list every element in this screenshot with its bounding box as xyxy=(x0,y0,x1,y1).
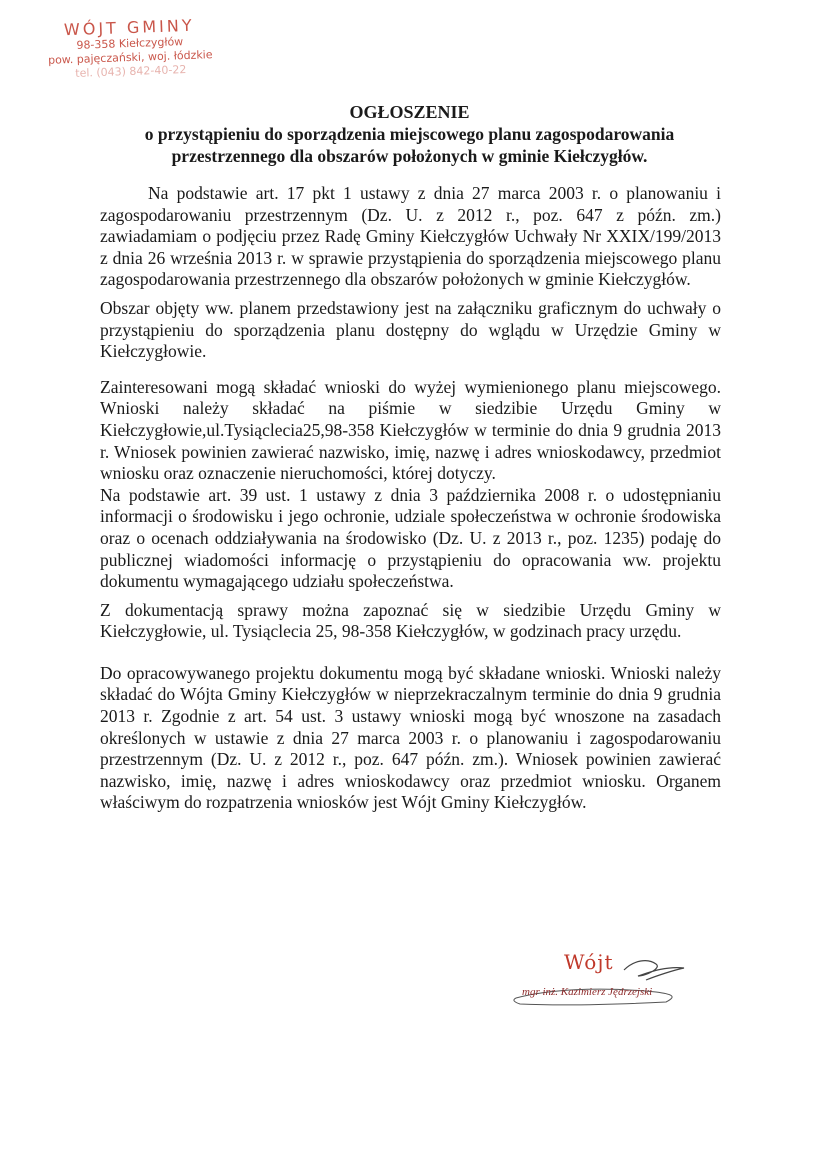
document-subtitle-line-1: o przystąpieniu do sporządzenia miejscowego planu zagospodarowania xyxy=(144,124,675,144)
paragraph-documentation: Z dokumentacją sprawy można zapoznać się w siedzibie Urzędu Gminy w Kiełczygłowie, ul. Tysiąclecia 25, 98-358 Kiełczygłów, w godzinach pracy urzędu. xyxy=(100,599,721,642)
paragraph-submission-rules: Do opracowywanego projektu dokumentu mogą być składane wnioski. Wnioski należy składać do Wójta Gminy Kiełczygłów w nieprzekraczalnym terminie do dnia 9 grudnia 2013 r. Zgodnie z art. 54 ust. 3 ustawy wnioski mogą być wnoszone na zasadach określonych w ustawie z dnia 27 marca 2003 r. o planowaniu i zagospodarowaniu przestrzennym (Dz. U. z 2012 r., poz. 647 późn. zm.). Wniosek powinien zawierać nazwisko, imię, nazwę i adres wnioskodawcy oraz przedmiot wniosku. Organem właściwym do rozpatrzenia wniosków jest Wójt Gminy Kiełczygłów. xyxy=(100,662,721,813)
document-subtitle-line-2: przestrzennego dla obszarów położonych w gminie Kiełczygłów. xyxy=(171,146,648,166)
signatory-name: mgr inż. Kazimierz Jędrzejski xyxy=(522,986,653,998)
document-title: OGŁOSZENIE xyxy=(349,102,470,122)
office-stamp xyxy=(29,15,231,83)
document-heading xyxy=(0,101,819,167)
paragraph-plan-area: Obszar objęty ww. planem przedstawiony jest na załączniku graficznym do uchwały o przystąpieniu do sporządzenia planu dostępny do wglądu w Urzędzie Gminy w Kiełczygłowie. xyxy=(100,297,721,362)
paragraph-applications: Zainteresowani mogą składać wnioski do wyżej wymienionego planu miejscowego. Wnioski należy składać na piśmie w siedzibie Urzędu Gminy w Kiełczygłowie,ul.Tysiąclecia25,98-358 Kiełczygłów w terminie do dnia 9 grudnia 2013 r. Wniosek powinien zawierać nazwisko, imię, nazwę i adres wnioskodawcy, przedmiot wniosku oraz oznaczenie nieruchomości, której dotyczy. xyxy=(100,376,721,484)
announcement-body xyxy=(100,183,721,814)
signature-title: Wójt xyxy=(564,950,614,974)
stamp-postal-address: 98-358 Kiełczygłów xyxy=(76,35,184,52)
stamp-district: pow. pajęczański, woj. łódzkie xyxy=(47,48,213,67)
stamp-phone: tel. (043) 842-40-22 xyxy=(75,63,187,80)
paragraph-environmental-info: Na podstawie art. 39 ust. 1 ustawy z dnia 3 października 2008 r. o udostępnianiu informacji o środowisku i jego ochronie, udziale społeczeństwa w ochronie środowiska oraz o ocenach oddziaływania na środowisko (Dz. U. z 2013 r., poz. 1235) podaję do publicznej wiadomości informację o przystąpieniu do opracowania ww. projektu dokumentu wymagającego udziału społeczeństwa. xyxy=(100,484,721,592)
signature-block xyxy=(506,946,696,1016)
stamp-title: WÓJT GMINY xyxy=(63,15,195,40)
paragraph-legal-basis: Na podstawie art. 17 pkt 1 ustawy z dnia 27 marca 2003 r. o planowaniu i zagospodarowaniu przestrzennym (Dz. U. z 2012 r., poz. 647 z późn. zm.) zawiadamiam o podjęciu przez Radę Gminy Kiełczygłów Uchwały Nr XXIX/199/2013 z dnia 26 września 2013 r. w sprawie przystąpienia do sporządzenia miejscowego planu zagospodarowania przestrzennego dla obszarów położonych w gminie Kiełczygłów. xyxy=(100,183,721,290)
